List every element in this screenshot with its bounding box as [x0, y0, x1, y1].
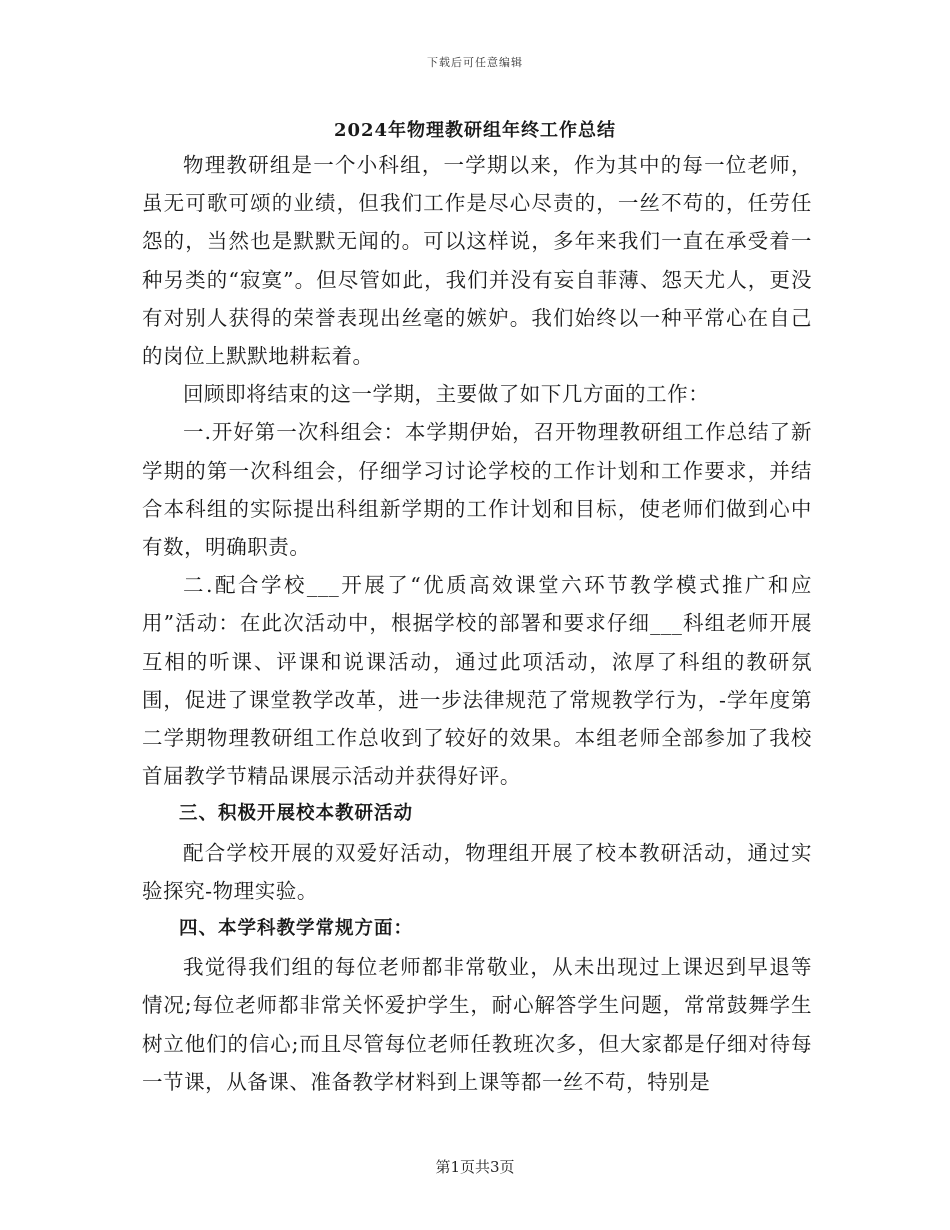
paragraph-item-2: 二.配合学校___开展了“优质高效课堂六环节教学模式推广和应用”活动：在此次活动中，根据学校的部署和要求仔细___科组老师开展互相的听课、评课和说课活动，通过此项活动，浓厚了科组的教研氛围，促进了课堂教学改革，进一步法律规范了常规教学行为，-学年度第二学期物理教研组工作总收到了较好的效果。本组老师全部参加了我校首届教学节精品课展示活动并获得好评。: [142, 573, 812, 789]
paragraph-intro: 物理教研组是一个小科组，一学期以来，作为其中的每一位老师，虽无可歌可颂的业绩，但我们工作是尽心尽责的，一丝不苟的，任劳任怨的，当然也是默默无闻的。可以这样说，多年来我们一直在承受着一种另类的“寂寞”。但尽管如此，我们并没有妄自菲薄、怨天尤人，更没有对别人获得的荣誉表现出丝毫的嫉妒。我们始终以一种平常心在自己的岗位上默默地耕耘着。: [142, 153, 812, 369]
paragraph-item-4: 我觉得我们组的每位老师都非常敬业，从未出现过上课迟到早退等情况;每位老师都非常关怀爱护学生，耐心解答学生问题，常常鼓舞学生树立他们的信心;而且尽管每位老师任教班次多，但大家都是仔细对待每一节课，从备课、准备教学材料到上课等都一丝不苟，特别是: [142, 955, 812, 1094]
page-number: 第1页共3页: [435, 1158, 515, 1176]
paragraph-item-1: 一.开好第一次科组会：本学期伊始，召开物理教研组工作总结了新学期的第一次科组会，仔细学习讨论学校的工作计划和工作要求，并结合本科组的实际提出科组新学期的工作计划和目标，使老师们做到心中有数，明确职责。: [142, 420, 812, 560]
paragraph-item-3: 配合学校开展的双爱好活动，物理组开展了校本教研活动，通过实验探究-物理实验。: [142, 840, 812, 903]
document-body: [142, 146, 812, 1101]
page-header-note: 下载后可任意编辑: [427, 56, 523, 69]
section-heading-3: 三、积极开展校本教研活动: [179, 803, 414, 825]
document-title: 2024年物理教研组年终工作总结: [333, 120, 617, 141]
paragraph-review: 回顾即将结束的这一学期，主要做了如下几方面的工作：: [183, 382, 710, 407]
section-heading-4: 四、本学科教学常规方面：: [179, 918, 414, 940]
